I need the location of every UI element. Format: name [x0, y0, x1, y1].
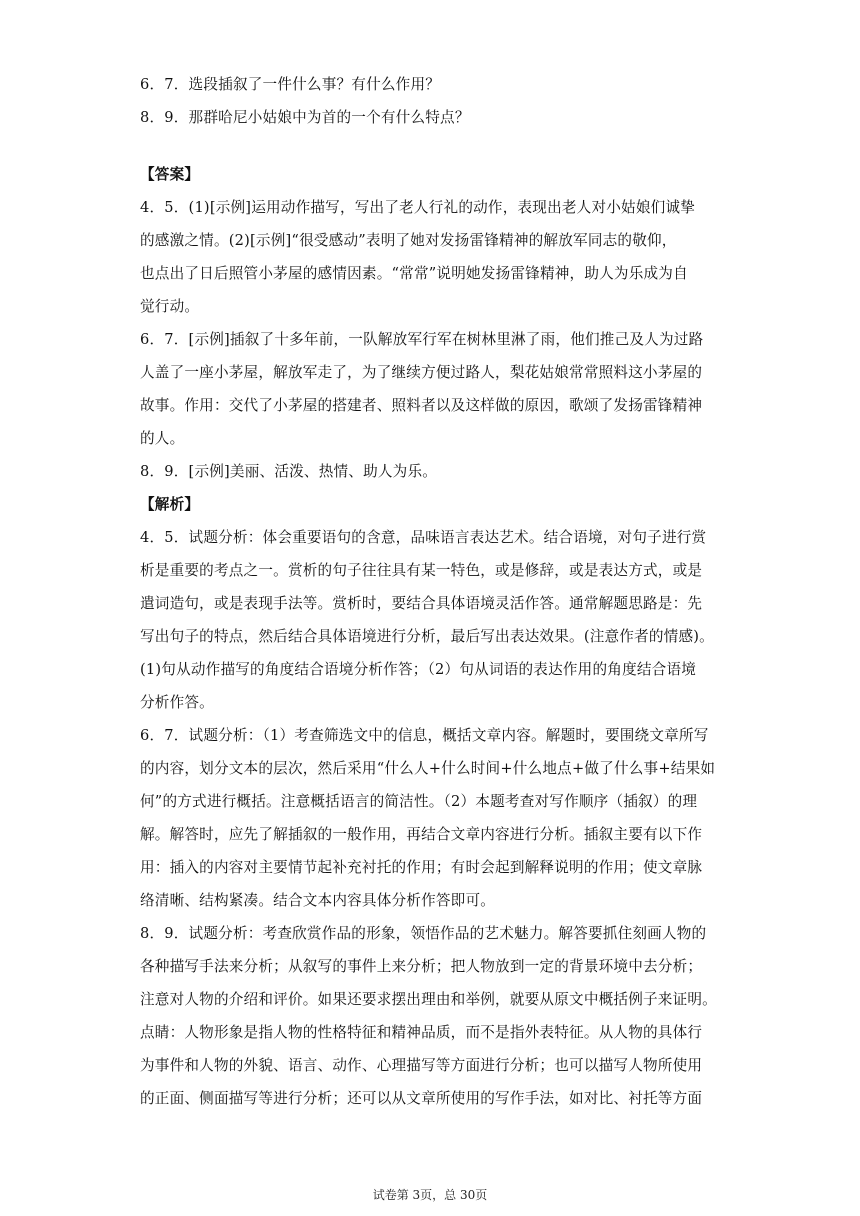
analysis-line: 写出句子的特点，然后结合具体语境进行分析，最后写出表达效果。(注意作者的情感)。	[140, 628, 714, 645]
analysis-line: 的正面、侧面描写等进行分析；还可以从文章所使用的写作手法，如对比、衬托等方面	[140, 1090, 703, 1107]
analysis-line: 分析作答。	[140, 694, 214, 711]
question-line: 6．7．选段插叙了一件什么事？有什么作用？	[140, 76, 441, 93]
answer-line: 故事。作用：交代了小茅屋的搭建者、照料者以及这样做的原因，歌颂了发扬雷锋精神	[140, 397, 703, 414]
analysis-line: 4．5．试题分析：体会重要语句的含意，品味语言表达艺术。结合语境，对句子进行赏	[140, 529, 707, 546]
analysis-line: 8．9．试题分析：考查欣赏作品的形象，领悟作品的艺术魅力。解答要抓住刻画人物的	[140, 925, 707, 942]
answer-line: 人盖了一座小茅屋，解放军走了，为了继续方便过路人，梨花姑娘常常照料这小茅屋的	[140, 364, 703, 381]
analysis-heading: 【解析】	[140, 496, 200, 513]
analysis-line: 的内容，划分文本的层次，然后采用“什么人+什么时间+什么地点+做了什么事+结果如	[140, 760, 716, 777]
document-body	[140, 68, 722, 1115]
analysis-line: 解。解答时，应先了解插叙的一般作用，再结合文章内容进行分析。插叙主要有以下作	[140, 826, 703, 843]
answer-line: 的感激之情。(2)[示例]“很受感动”表明了她对发扬雷锋精神的解放军同志的敬仰，	[140, 232, 677, 249]
spacer	[140, 134, 722, 158]
analysis-line: 析是重要的考点之一。赏析的句子往往具有某一特色，或是修辞，或是表达方式，或是	[140, 562, 703, 579]
answer-line: 的人。	[140, 430, 185, 447]
answer-line: 8．9．[示例]美丽、活泼、热情、助人为乐。	[140, 463, 438, 480]
answer-line: 6．7．[示例]插叙了十多年前，一队解放军行军在树林里淋了雨，他们推己及人为过路	[140, 331, 704, 348]
answer-line: 也点出了日后照管小茅屋的感情因素。“常常”说明她发扬雷锋精神，助人为乐成为自	[140, 265, 688, 282]
analysis-line: 各种描写手法来分析；从叙写的事件上来分析；把人物放到一定的背景环境中去分析；	[140, 958, 703, 975]
answer-line: 4．5．(1)[示例]运用动作描写，写出了老人行礼的动作，表现出老人对小姑娘们诚挚	[140, 199, 696, 216]
analysis-line: 为事件和人物的外貌、语言、动作、心理描写等方面进行分析；也可以描写人物所使用	[140, 1057, 703, 1074]
analysis-line: 何”的方式进行概括。注意概括语言的简洁性。（2）本题考查对写作顺序（插叙）的理	[140, 793, 698, 810]
page-footer: 试卷第 3页，总 30页	[372, 1188, 488, 1202]
analysis-line: (1)句从动作描写的角度结合语境分析作答；（2）句从词语的表达作用的角度结合语境	[140, 661, 697, 678]
analysis-line: 遣词造句，或是表现手法等。赏析时，要结合具体语境灵活作答。通常解题思路是：先	[140, 595, 703, 612]
analysis-line: 络清晰、结构紧凑。结合文本内容具体分析作答即可。	[140, 892, 496, 909]
answer-line: 觉行动。	[140, 298, 200, 315]
analysis-line: 用：插入的内容对主要情节起补充衬托的作用；有时会起到解释说明的作用；使文章脉	[140, 859, 703, 876]
answer-heading: 【答案】	[140, 166, 200, 183]
analysis-line: 注意对人物的介绍和评价。如果还要求摆出理由和举例，就要从原文中概括例子来证明。	[140, 991, 717, 1008]
analysis-line: 6．7．试题分析：（1）考查筛选文中的信息，概括文章内容。解题时，要围绕文章所写	[140, 727, 709, 744]
analysis-line: 点睛：人物形象是指人物的性格特征和精神品质，而不是指外表特征。从人物的具体行	[140, 1024, 703, 1041]
question-line: 8．9．那群哈尼小姑娘中为首的一个有什么特点？	[140, 109, 470, 126]
